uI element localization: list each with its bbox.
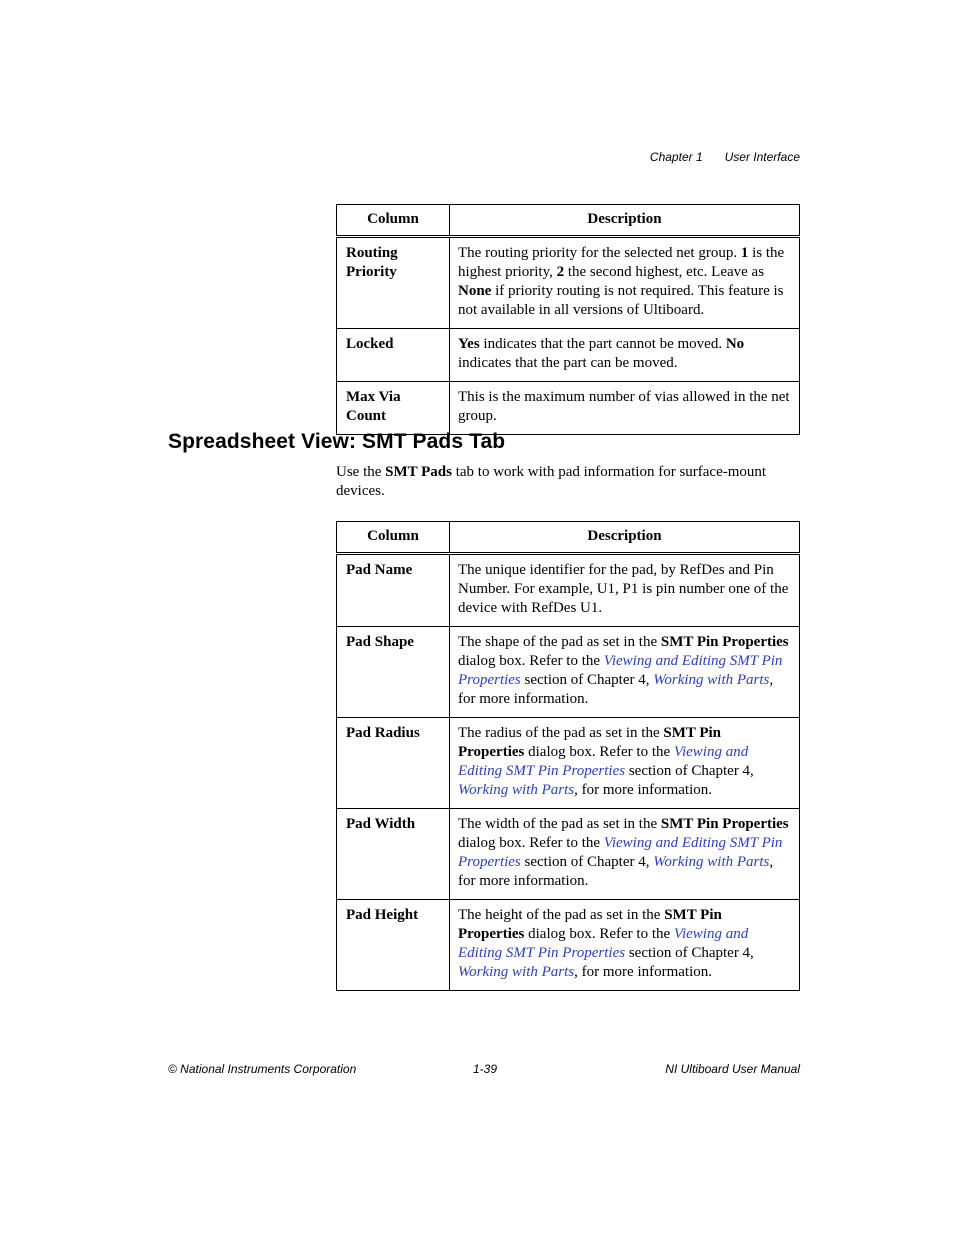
desc-text: , for more information. [458,854,774,889]
net-group-columns-table [336,204,800,435]
desc-bold: SMT Pin [664,907,722,923]
desc-text: The shape of the pad as set in the [458,634,661,650]
table-row-pad-radius [337,718,800,809]
section-heading: Spreadsheet View: SMT Pads Tab [168,430,506,453]
row-description-pad-shape [450,627,800,718]
desc-text: dialog box. Refer to the [458,835,604,851]
desc-text: if priority routing is not required. This feature is not available in all versions of Ultiboard. [458,283,784,318]
link-text: Editing SMT Pin Properties [458,945,626,961]
description-header: Description [450,522,800,554]
desc-text: , for more information. [574,782,713,798]
link-working-with-parts[interactable]: Working with Parts [458,782,575,798]
row-description-locked [450,329,800,382]
desc-bold: SMT Pin [660,634,719,650]
row-label-line2: Count [346,408,387,424]
desc-bold: 1 [740,245,749,261]
row-label-routing-priority [337,237,450,329]
row-label-line2: Priority [346,264,397,280]
desc-bold: SMT Pin [660,816,719,832]
desc-bold: Properties [458,744,525,760]
row-label-pad-height: Pad Height [337,900,450,991]
desc-text: dialog box. Refer to the [524,926,674,942]
table-row-locked [337,329,800,382]
row-description-max-via-count: This is the maximum number of vias allowed in the net group. [450,382,800,435]
intro-text: tab to work with pad information for surface-mount devices. [336,464,767,499]
table-row-max-via-count [337,382,800,435]
link-working-with-parts[interactable]: Working with Parts [653,854,770,870]
desc-text: The routing priority for the selected net group. [458,245,741,261]
row-label-pad-width: Pad Width [337,809,450,900]
desc-text: The height of the pad as set in the [458,907,665,923]
table-row-pad-name [337,554,800,627]
link-working-with-parts[interactable]: Working with Parts [653,672,770,688]
footer-copyright: © National Instruments Corporation [168,1062,357,1076]
row-label-line1: Routing [346,245,398,261]
running-header [650,150,800,164]
row-description-pad-name: The unique identifier for the pad, by RefDes and Pin Number. For example, U1, P1 is pin number one of the device with RefDes U1. [450,554,800,627]
desc-bold: Properties [722,816,789,832]
row-label-locked: Locked [337,329,450,382]
link-text: Editing SMT Pin Properties [458,835,783,870]
desc-bold: SMT Pin [663,725,722,741]
column-header: Column [337,522,450,554]
desc-bold: Properties [458,926,525,942]
desc-text: , for more information. [574,964,713,980]
table-row-pad-shape [337,627,800,718]
link-text: Viewing and [673,744,749,760]
table-row-pad-height [337,900,800,991]
desc-bold: 2 [556,264,565,280]
link-text: Editing SMT Pin Properties [458,653,783,688]
link-text: Viewing and [673,926,749,942]
table-header-row [337,205,800,237]
intro-text: Use the [336,464,386,480]
chapter-label: Chapter 1 [649,150,703,164]
intro-bold: SMT Pads [385,464,452,480]
smt-pads-columns-table [336,521,800,991]
desc-bold: No [725,336,745,352]
desc-text: is the highest priority, [458,245,785,280]
row-label-max-via-count [337,382,450,435]
link-text: Viewing and [603,653,679,669]
table-header-row [337,522,800,554]
desc-text: section of Chapter 4, [625,945,754,961]
link-text: Viewing and [603,835,679,851]
row-label-pad-radius: Pad Radius [337,718,450,809]
row-description-pad-radius [450,718,800,809]
row-label-pad-name: Pad Name [337,554,450,627]
desc-text: The radius of the pad as set in the [458,725,664,741]
desc-text: indicates that the part can be moved. [458,355,678,371]
desc-text: , for more information. [458,672,774,707]
table-row-routing-priority [337,237,800,329]
desc-bold: None [458,283,492,299]
desc-text: dialog box. Refer to the [524,744,674,760]
desc-text: indicates that the part cannot be moved. [479,336,726,352]
desc-text: section of Chapter 4, [520,854,654,870]
desc-text: the second highest, etc. Leave as [564,264,765,280]
section-intro [336,463,800,501]
desc-text: The width of the pad as set in the [458,816,661,832]
desc-bold: Properties [722,634,789,650]
row-label-pad-shape: Pad Shape [337,627,450,718]
footer-manual-title: NI Ultiboard User Manual [665,1062,800,1076]
row-description-routing-priority [450,237,800,329]
link-working-with-parts[interactable]: Working with Parts [458,964,575,980]
desc-text: dialog box. Refer to the [458,653,604,669]
chapter-section-label: User Interface [724,150,800,164]
row-description-pad-height [450,900,800,991]
row-label-line1: Max Via [346,389,401,405]
table-row-pad-width [337,809,800,900]
desc-bold: Yes [458,336,480,352]
link-text: Editing SMT Pin Properties [458,763,626,779]
footer-page-number: 1-39 [473,1062,498,1076]
desc-text: section of Chapter 4, [520,672,654,688]
row-description-pad-width [450,809,800,900]
desc-text: section of Chapter 4, [625,763,754,779]
description-header: Description [450,205,800,237]
column-header: Column [337,205,450,237]
